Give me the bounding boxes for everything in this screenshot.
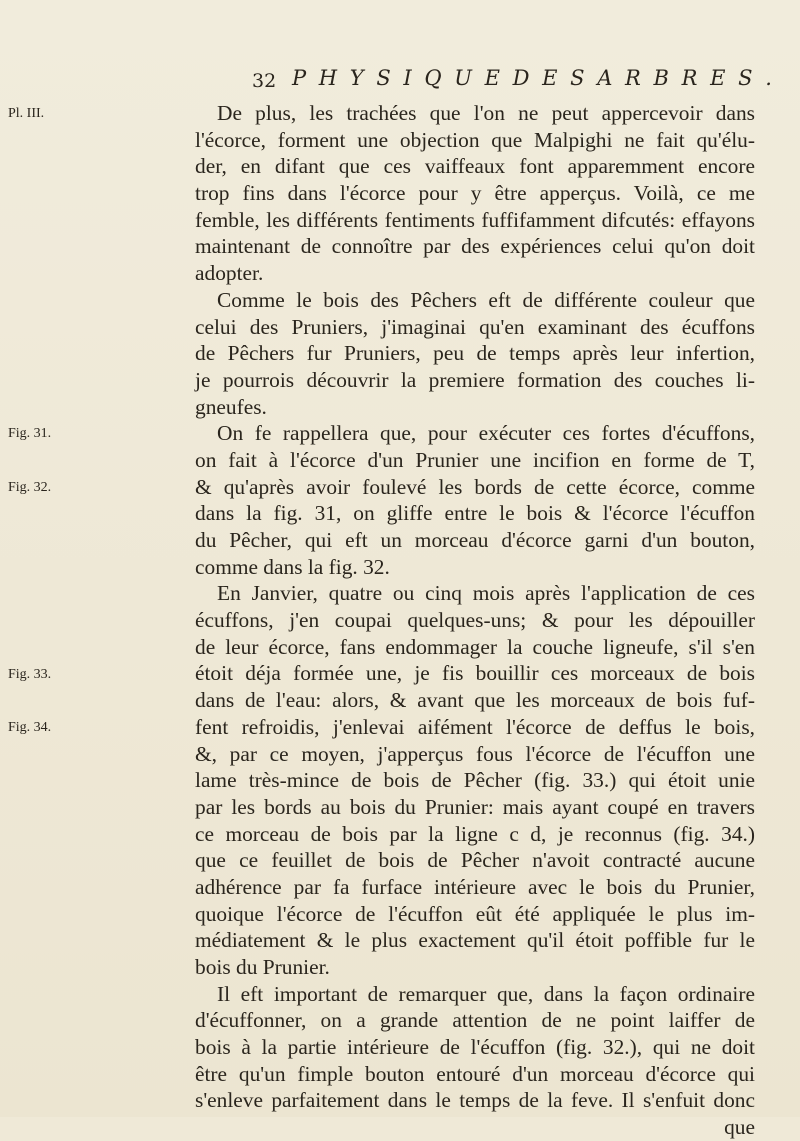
text-line: je pourrois découvrir la premiere formation des couches li- xyxy=(195,367,755,392)
text-line: d'écuffonner, on a grande attention de ne point laiffer de xyxy=(195,1008,755,1033)
text-line: celui des Pruniers, j'imaginai qu'en examinant des écuffons xyxy=(195,314,755,339)
text-line: bois à la partie intérieure de l'écuffon (fig. 32.), qui ne doit xyxy=(195,1035,755,1060)
text-line: médiatement & le plus exactement qu'il étoit poffible fur le xyxy=(195,928,755,953)
text-line: que xyxy=(724,1115,755,1140)
text-line: de leur écorce, fans endommager la couche ligneufe, s'il s'en xyxy=(195,634,755,659)
margin-note: Fig. 33. xyxy=(8,666,52,682)
text-line: que ce feuillet de bois de Pêcher n'avoit contracté aucune xyxy=(195,848,755,873)
page-number: 32 xyxy=(252,70,277,92)
text-line: s'enleve parfaitement dans le temps de la feve. Il s'enfuit donc xyxy=(195,1088,755,1113)
text-line: lame très-mince de bois de Pêcher (fig. 33.) qui étoit unie xyxy=(195,768,755,793)
text-line: der, en difant que ces vaiffeaux font apparemment encore xyxy=(195,154,755,179)
text-line: adhérence par fa furface intérieure avec le bois du Prunier, xyxy=(195,874,755,899)
text-line: comme dans la fig. 32. xyxy=(195,554,390,579)
text-line: bois du Prunier. xyxy=(195,955,330,979)
text-line: femble, les différents fentiments fuffifamment difcutés: effayons xyxy=(195,207,755,232)
margin-note: Fig. 34. xyxy=(8,720,52,736)
text-line: de Pêchers fur Pruniers, peu de temps après leur infertion, xyxy=(195,341,755,366)
text-line: &, par ce moyen, j'apperçus fous l'écorce de l'écuffon une xyxy=(195,741,755,766)
text-line: adopter. xyxy=(195,261,264,286)
running-title: P H Y S I Q U E D E S A R B R E S . xyxy=(292,66,775,90)
text-line: quoique l'écorce de l'écuffon eût été appliquée le plus im- xyxy=(195,901,755,926)
margin-note: Pl. III. xyxy=(8,106,45,121)
text-line: gneufes. xyxy=(195,394,267,419)
text-line: écuffons, j'en coupai quelques-uns; & pour les dépouiller xyxy=(195,608,755,633)
text-line: être qu'un fimple bouton entouré d'un morceau d'écorce qui xyxy=(195,1061,755,1086)
text-line: du Pêcher, qui eft un morceau d'écorce garni d'un bouton, xyxy=(195,528,755,552)
text-line: ce morceau de bois par la ligne c d, je reconnus (fig. 34.) xyxy=(195,821,755,846)
text-line: dans de l'eau: alors, & avant que les morceaux de bois fuf- xyxy=(195,688,755,713)
margin-note: Fig. 31. xyxy=(8,426,52,442)
text-line: par les bords au bois du Prunier: mais ayant coupé en travers xyxy=(195,794,755,819)
margin-note: Fig. 32. xyxy=(8,479,52,495)
text-line: En Janvier, quatre ou cinq mois après l'application de ces xyxy=(217,581,755,606)
text-line: De plus, les trachées que l'on ne peut appercevoir dans xyxy=(217,101,755,125)
body-text xyxy=(195,100,755,1141)
text-line: trop fins dans l'écorce pour y être apperçus. Voilà, ce me xyxy=(195,181,755,206)
text-line: maintenant de connoître par des expériences celui qu'on doit xyxy=(195,234,755,259)
text-line: on fait à l'écorce d'un Prunier une incifion en forme de T, xyxy=(195,447,755,472)
text-line: l'écorce, forment une objection que Malpighi ne fait qu'élu- xyxy=(195,127,755,152)
text-line: On fe rappellera que, pour exécuter ces fortes d'écuffons, xyxy=(217,421,755,446)
text-line: fent refroidis, j'enlevai aifément l'écorce de deffus le bois, xyxy=(195,714,755,739)
text-line: dans la fig. 31, on gliffe entre le bois & l'écorce l'écuffon xyxy=(195,501,755,526)
text-line: Il eft important de remarquer que, dans la façon ordinaire xyxy=(217,981,755,1006)
page-header xyxy=(252,66,775,100)
text-line: & qu'après avoir foulevé les bords de cette écorce, comme xyxy=(195,474,755,499)
text-line: Comme le bois des Pêchers eft de différente couleur que xyxy=(217,287,755,312)
text-line: étoit déja formée une, je fis bouillir ces morceaux de bois xyxy=(195,661,755,686)
